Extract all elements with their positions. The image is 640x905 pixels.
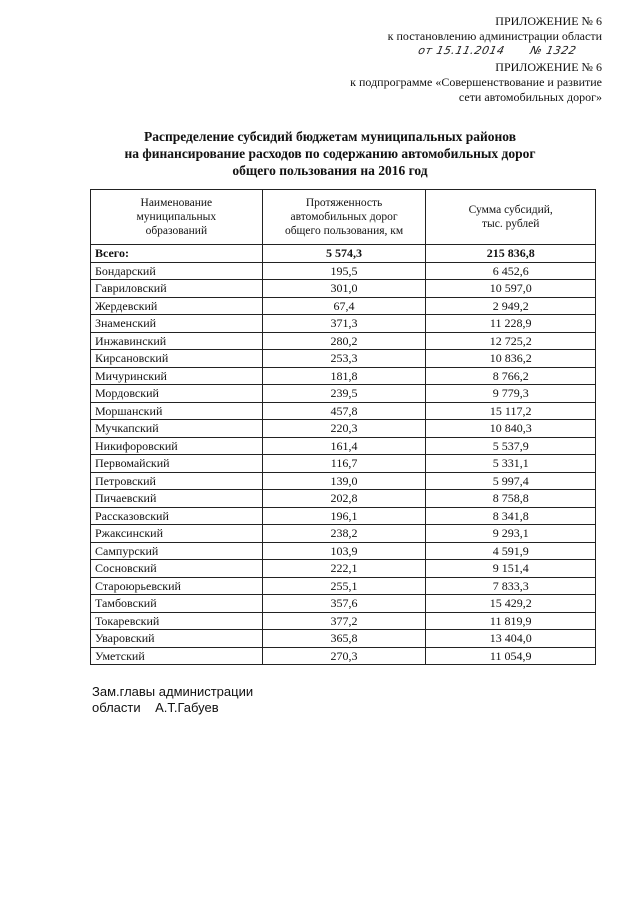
municipality-cell: Моршанский: [91, 402, 263, 420]
table-row: [91, 612, 596, 630]
table-row: [91, 472, 596, 490]
sum-cell: 9 293,1: [426, 525, 596, 543]
table-row: [91, 630, 596, 648]
length-cell: 202,8: [262, 490, 426, 508]
table-row: [91, 367, 596, 385]
length-cell: 196,1: [262, 507, 426, 525]
municipality-cell: Мучкапский: [91, 420, 263, 438]
table-row: [91, 262, 596, 280]
sum-cell: 11 054,9: [426, 647, 596, 665]
table-row: [91, 402, 596, 420]
total-length: 5 574,3: [262, 245, 426, 263]
sum-cell: 6 452,6: [426, 262, 596, 280]
municipality-cell: Мичуринский: [91, 367, 263, 385]
table-row: [91, 332, 596, 350]
length-cell: 239,5: [262, 385, 426, 403]
length-cell: 116,7: [262, 455, 426, 473]
table-row: [91, 490, 596, 508]
length-cell: 280,2: [262, 332, 426, 350]
sum-cell: 15 429,2: [426, 595, 596, 613]
length-cell: 238,2: [262, 525, 426, 543]
length-cell: 255,1: [262, 577, 426, 595]
table-row: [91, 437, 596, 455]
table-row: [91, 315, 596, 333]
program-appendix-header: [350, 60, 602, 105]
sum-cell: 8 341,8: [426, 507, 596, 525]
signature-position: Зам.главы администрации: [92, 684, 254, 699]
title-line-2: на финансирование расходов по содержанию автомобильных дорог: [124, 146, 536, 161]
municipality-cell: Мордовский: [91, 385, 263, 403]
municipality-cell: Уваровский: [91, 630, 263, 648]
length-cell: 253,3: [262, 350, 426, 368]
length-cell: 357,6: [262, 595, 426, 613]
sum-cell: 5 997,4: [426, 472, 596, 490]
signature-block: [92, 684, 253, 716]
table-row: [91, 297, 596, 315]
table-row: [91, 542, 596, 560]
table-row: [91, 507, 596, 525]
sum-cell: 7 833,3: [426, 577, 596, 595]
length-cell: 301,0: [262, 280, 426, 298]
sum-cell: 10 840,3: [426, 420, 596, 438]
length-cell: 377,2: [262, 612, 426, 630]
table-row: [91, 577, 596, 595]
sum-cell: 4 591,9: [426, 542, 596, 560]
title-line-1: Распределение субсидий бюджетам муниципальных районов: [143, 129, 517, 144]
municipality-cell: Бондарский: [91, 262, 263, 280]
table-row: [91, 595, 596, 613]
subsidy-table: [90, 189, 596, 665]
header-road-length: Протяженность автомобильных дорог общего пользования, км: [262, 190, 426, 245]
sum-cell: 5 537,9: [426, 437, 596, 455]
sum-cell: 15 117,2: [426, 402, 596, 420]
sum-cell: 13 404,0: [426, 630, 596, 648]
length-cell: 365,8: [262, 630, 426, 648]
table-header-row: [91, 190, 596, 245]
length-cell: 161,4: [262, 437, 426, 455]
sum-cell: 2 949,2: [426, 297, 596, 315]
sum-cell: 10 597,0: [426, 280, 596, 298]
sum-cell: 12 725,2: [426, 332, 596, 350]
length-cell: 222,1: [262, 560, 426, 578]
sum-cell: 5 331,1: [426, 455, 596, 473]
length-cell: 139,0: [262, 472, 426, 490]
decree-appendix-header: [388, 14, 602, 44]
municipality-cell: Гавриловский: [91, 280, 263, 298]
table-row: [91, 525, 596, 543]
length-cell: 181,8: [262, 367, 426, 385]
municipality-cell: Рассказовский: [91, 507, 263, 525]
program-reference-line1: к подпрограмме «Совершенствование и развитие: [350, 75, 602, 89]
header-municipality: Наименование муниципальных образований: [91, 190, 263, 245]
sum-cell: 8 766,2: [426, 367, 596, 385]
municipality-cell: Уметский: [91, 647, 263, 665]
length-cell: 220,3: [262, 420, 426, 438]
municipality-cell: Кирсановский: [91, 350, 263, 368]
program-appendix-title: ПРИЛОЖЕНИЕ № 6: [495, 60, 602, 74]
municipality-cell: Знаменский: [91, 315, 263, 333]
handwritten-decree-date: [416, 44, 609, 60]
table-row: [91, 280, 596, 298]
municipality-cell: Токаревский: [91, 612, 263, 630]
length-cell: 103,9: [262, 542, 426, 560]
municipality-cell: Староюрьевский: [91, 577, 263, 595]
sum-cell: 8 758,8: [426, 490, 596, 508]
handwritten-date: от 15.11.2014: [416, 44, 506, 57]
municipality-cell: Ржаксинский: [91, 525, 263, 543]
municipality-cell: Никифоровский: [91, 437, 263, 455]
municipality-cell: Жердевский: [91, 297, 263, 315]
sum-cell: 10 836,2: [426, 350, 596, 368]
document-title: [40, 128, 620, 179]
header-subsidy-sum: Сумма субсидий, тыс. рублей: [426, 190, 596, 245]
signature-name: области А.Т.Габуев: [92, 700, 219, 715]
length-cell: 270,3: [262, 647, 426, 665]
table-row: [91, 385, 596, 403]
municipality-cell: Первомайский: [91, 455, 263, 473]
municipality-cell: Петровский: [91, 472, 263, 490]
sum-cell: 9 779,3: [426, 385, 596, 403]
total-row: [91, 245, 596, 263]
total-label: Всего:: [91, 245, 263, 263]
decree-reference: к постановлению администрации области: [387, 29, 602, 43]
title-line-3: общего пользования на 2016 год: [232, 163, 428, 178]
table-row: [91, 647, 596, 665]
program-reference-line2: сети автомобильных дорог»: [458, 90, 602, 104]
municipality-cell: Сампурский: [91, 542, 263, 560]
table-row: [91, 560, 596, 578]
length-cell: 195,5: [262, 262, 426, 280]
total-sum: 215 836,8: [426, 245, 596, 263]
table-row: [91, 455, 596, 473]
sum-cell: 11 228,9: [426, 315, 596, 333]
length-cell: 371,3: [262, 315, 426, 333]
municipality-cell: Пичаевский: [91, 490, 263, 508]
decree-appendix-title: ПРИЛОЖЕНИЕ № 6: [495, 14, 602, 28]
municipality-cell: Инжавинский: [91, 332, 263, 350]
handwritten-number: № 1322: [528, 44, 578, 57]
table-row: [91, 420, 596, 438]
length-cell: 457,8: [262, 402, 426, 420]
length-cell: 67,4: [262, 297, 426, 315]
municipality-cell: Тамбовский: [91, 595, 263, 613]
municipality-cell: Сосновский: [91, 560, 263, 578]
sum-cell: 11 819,9: [426, 612, 596, 630]
table-row: [91, 350, 596, 368]
sum-cell: 9 151,4: [426, 560, 596, 578]
